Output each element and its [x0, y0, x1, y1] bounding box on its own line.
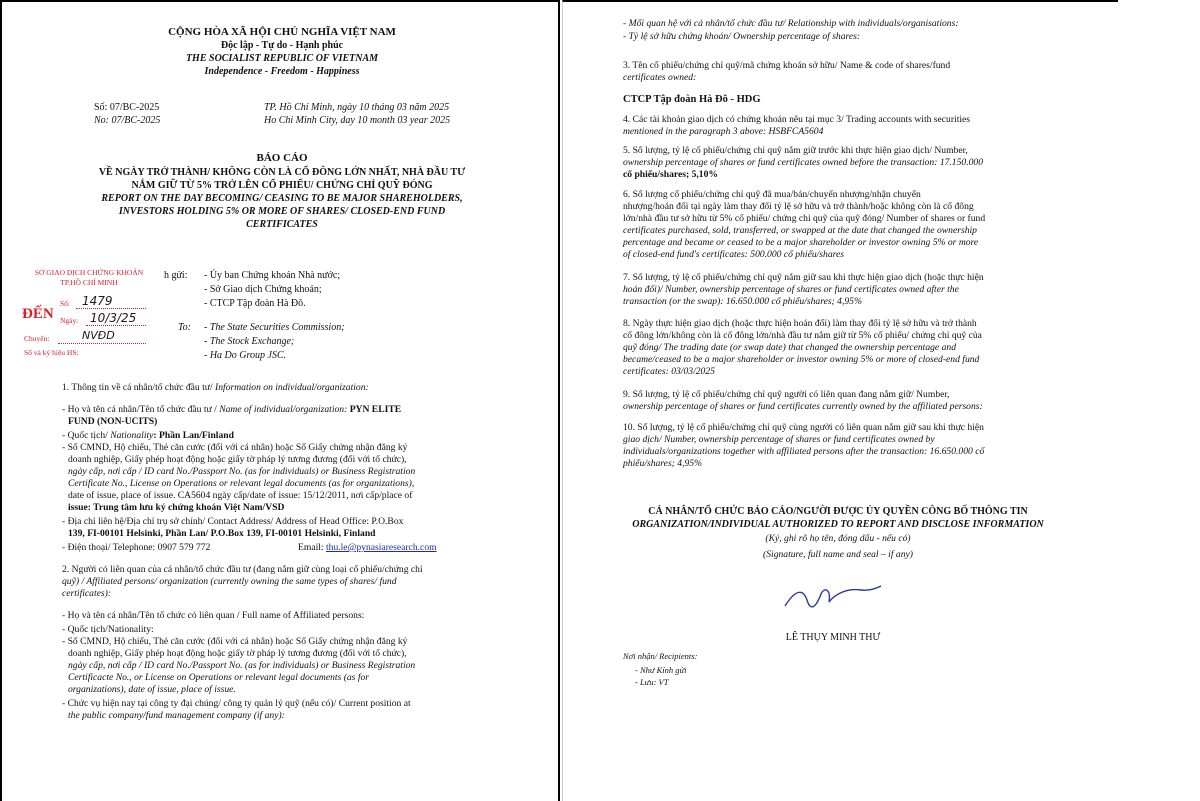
to-vi-3: - CTCP Tập đoàn Hà Đô. — [204, 298, 306, 309]
s3-value: CTCP Tập đoàn Hà Đô - HDG — [623, 94, 761, 105]
s1-name: - Họ và tên cá nhân/Tên tổ chức đầu tư / Name of individual/organization: PYN ELITE — [62, 404, 402, 415]
s8-3: quỹ đóng/ The trading date (or swap date) that changed the ownership percentage and — [623, 342, 956, 353]
s1-name-2: FUND (NON-UCITS) — [68, 416, 158, 427]
s2-1: 2. Người có liên quan của cá nhân/tổ chức đầu tư (đang nắm giữ cùng loại cổ phiếu/chứng chỉ — [62, 564, 423, 575]
signature-title-en: ORGANIZATION/INDIVIDUAL AUTHORIZED TO REPORT AND DISCLOSE INFORMATION — [632, 519, 1044, 530]
rel-2: - Tỷ lệ sở hữu chứng khoán/ Ownership percentage of shares: — [623, 31, 861, 42]
stamp-chuyen-label: Chuyển: — [24, 334, 50, 343]
to-en-3: - Ha Do Group JSC. — [204, 350, 287, 361]
s7-2: hoán đổi)/ Number, ownership percentage of shares or fund certificates owned after the — [623, 284, 959, 295]
s5-1: 5. Số lượng, tỷ lệ cổ phiếu/chứng chỉ quỹ nắm giữ trước khi thực hiện giao dịch/ Number, — [623, 145, 968, 156]
stamp-line-1: SỞ GIAO DỊCH CHỨNG KHOÁN — [34, 268, 144, 277]
document-page-1 — [0, 0, 560, 801]
subject-vi-1: VỀ NGÀY TRỞ THÀNH/ KHÔNG CÒN LÀ CỔ ĐÔNG LỚN NHẤT, NHÀ ĐẦU TƯ — [98, 167, 466, 178]
s2-nationality: - Quốc tịch/Nationality: — [62, 624, 154, 635]
s5-2: ownership percentage of shares or fund certificates owned before the transaction: 17.150.000 — [623, 157, 983, 168]
doc-date-en: Ho Chi Minh City, day 10 month 03 year 2025 — [264, 115, 451, 126]
s1-addr-1: - Địa chỉ liên hệ/Địa chỉ trụ sở chính/ Contact Address/ Address of Head Office: P.O.Box — [62, 516, 404, 527]
s2-id-5: organizations), date of issue, place of issue. — [68, 684, 236, 695]
s1-email: Email: thu.le@pynasiaresearch.com — [298, 542, 437, 553]
section-1-title: 1. Thông tin về cá nhân/tổ chức đầu tư/ Information on individual/organization: — [62, 382, 369, 393]
s8-2: cổ đông lớn/không còn là cổ đông lớn/nhà đầu tư nắm giữ từ 5% cổ phiếu/ chứng chỉ quỹ của — [623, 330, 982, 341]
stamp-so-value: 1479 — [82, 294, 113, 308]
s6-4: certificates purchased, sold, transferred, or swapped at the date that changed the ownership — [623, 225, 977, 236]
stamp-chuyen-value: NVĐD — [82, 329, 115, 342]
s2-pos-2: the public company/fund management company (if any): — [68, 710, 285, 721]
s7-3: transaction (or the swap): 16.650.000 cổ phiếu/shares; 4,95% — [623, 296, 862, 307]
s1-id-3: ngày cấp, nơi cấp / ID card No./Passport No. (as for individuals) or Business Registration — [68, 466, 416, 477]
s3-1: 3. Tên cổ phiếu/chứng chỉ quỹ/mã chứng khoán sở hữu/ Name & code of shares/fund — [623, 60, 951, 71]
s10-1: 10. Số lượng, tỷ lệ cổ phiếu/chứng chỉ quỹ cùng người có liên quan nắm giữ sau khi thực hiện — [623, 422, 984, 433]
s2-3: certificates): — [62, 588, 112, 599]
s7-1: 7. Số lượng, tỷ lệ cổ phiếu/chứng chỉ quỹ nắm giữ sau khi thực hiện giao dịch (hoặc thực hiện — [623, 272, 984, 283]
s5-3: cổ phiếu/shares; 5,10% — [623, 169, 718, 180]
s6-3: lớn/nhà đầu tư sở hữu từ 5% cổ phiếu/ chứng chỉ quỹ của quỹ đóng/ Number of shares or fund — [623, 213, 986, 224]
to-vi-2: - Sở Giao dịch Chứng khoán; — [204, 284, 322, 295]
s2-id-4: Certificacte No., or License on Operations or relevant legal documents (as for — [68, 672, 370, 683]
to-vi-label: h gửi: — [164, 270, 188, 281]
subject-en-3: CERTIFICATES — [246, 219, 318, 230]
document-page-2 — [562, 0, 1118, 801]
s1-addr-2: 139, FI-00101 Helsinki, Phần Lan/ P.O.Box 139, FI-00101 Helsinki, Finland — [68, 528, 376, 539]
signature-note-en: (Signature, full name and seal – if any) — [763, 549, 913, 560]
subject-en-1: REPORT ON THE DAY BECOMING/ CEASING TO BE MAJOR SHAREHOLDERS, — [101, 193, 463, 204]
stamp-den: ĐẾN — [22, 306, 54, 322]
s10-2: giao dịch/ Number, ownership percentage of shares or fund certificates owned by — [623, 434, 935, 445]
s6-6: of closed-end fund's certificates: 500.000 cổ phiếu/shares — [623, 249, 844, 260]
doc-date-vi: TP. Hồ Chí Minh, ngày 10 tháng 03 năm 2025 — [264, 102, 450, 113]
stamp-hs-label: Số và ký hiệu HS: — [24, 348, 79, 357]
recipient-1: - Như Kính gửi — [635, 665, 687, 675]
s8-1: 8. Ngày thực hiện giao dịch (hoặc thực hiện hoán đổi) làm thay đổi tỷ lệ sở hữu và trở thành — [623, 318, 977, 329]
s6-5: percentage and became or ceased to be a major shareholder or investor owning 5% or more — [623, 237, 979, 248]
stamp-line-2: TP.HỒ CHÍ MINH — [60, 278, 118, 287]
s1-phone: - Điện thoại/ Telephone: 0907 579 772 — [62, 542, 211, 553]
s1-nationality: - Quốc tịch/ Nationality: Phần Lan/Finland — [62, 430, 234, 441]
email-link[interactable]: thu.le@pynasiaresearch.com — [325, 542, 437, 553]
signature-title-vi: CÁ NHÂN/TỔ CHỨC BÁO CÁO/NGƯỜI ĐƯỢC ỦY QUYỀN CÔNG BỐ THÔNG TIN — [648, 506, 1028, 517]
s4-2: mentioned in the paragraph 3 above: HSBFCA5604 — [623, 126, 824, 137]
s2-id-1: - Số CMND, Hộ chiếu, Thẻ căn cước (đối với cá nhân) hoặc Số Giấy chứng nhận đăng ký — [62, 636, 408, 647]
s6-2: nhượng/hoán đổi tại ngày làm thay đổi tỷ lệ sở hữu và trở thành/hoặc không còn là cổ đông — [623, 201, 974, 212]
s8-4: became/ceased to be a major shareholder or investor owning 5% or more of closed-end fund — [623, 354, 980, 365]
s1-id-4: Certificate No., License on Operations or relevant legal documents (as for organizations), — [68, 478, 415, 489]
to-en-label: To: — [178, 322, 191, 333]
motto-vi: Độc lập - Tự do - Hạnh phúc — [220, 40, 344, 51]
s10-3: individuals/organizations together with affiliated persons after the transaction: 16.650.000 cổ — [623, 446, 985, 457]
s8-5: certificates: 03/03/2025 — [623, 366, 715, 377]
s6-1: 6. Số lượng cổ phiếu/chứng chỉ quỹ đã mua/bán/chuyển nhượng/nhận chuyển — [623, 189, 921, 200]
s9-2: ownership percentage of shares or fund certificates currently owned by the affiliated persons: — [623, 401, 983, 412]
to-en-2: - The Stock Exchange; — [204, 336, 295, 347]
s2-pos-1: - Chức vụ hiện nay tại công ty đại chúng/ công ty quản lý quỹ (nếu có)/ Current position at — [62, 698, 411, 709]
to-vi-1: - Ủy ban Chứng khoán Nhà nước; — [204, 270, 341, 281]
subject-vi-2: NẮM GIỮ TỪ 5% TRỞ LÊN CỔ PHIẾU/ CHỨNG CHỈ QUỸ ĐÓNG — [131, 180, 433, 191]
to-en-1: - The State Securities Commission; — [204, 322, 345, 333]
stamp-ngay-value: 10/3/25 — [90, 311, 137, 325]
recipients-label: Nơi nhận/ Recipients: — [623, 651, 698, 661]
s1-id-2: doanh nghiệp, Giấy phép hoạt động hoặc giấy tờ pháp lý tương đương (đối với tổ chức), — [68, 454, 407, 465]
signer-name: LÊ THỤY MINH THƯ — [785, 632, 881, 643]
republic-en: THE SOCIALIST REPUBLIC OF VIETNAM — [185, 53, 379, 64]
stamp-so-label: Số: — [60, 299, 71, 308]
s1-id-5: date of issue, place of issue. CA5604 ngày cấp/date of issue: 15/12/2011, nơi cấp/place of — [68, 490, 413, 501]
rel-1: - Mối quan hệ với cá nhân/tổ chức đầu tư/ Relationship with individuals/organisations: — [623, 18, 959, 29]
recipient-2: - Lưu: VT — [635, 677, 669, 687]
s10-4: phiếu/shares; 4,95% — [623, 458, 703, 469]
s4-1: 4. Các tài khoản giao dịch có chứng khoán nêu tại mục 3/ Trading accounts with securities — [623, 114, 971, 125]
doc-number-en: No: 07/BC-2025 — [94, 115, 161, 126]
s3-2: certificates owned: — [623, 72, 697, 83]
s9-1: 9. Số lượng, tỷ lệ cổ phiếu/chứng chỉ quỹ người có liên quan đang nắm giữ/ Number, — [623, 389, 950, 400]
s2-id-2: doanh nghiệp, Giấy phép hoạt động hoặc giấy tờ pháp lý tương đương (đối với tổ chức), — [68, 648, 407, 659]
doc-number-vi: Số: 07/BC-2025 — [94, 102, 160, 113]
republic-vi: CỘNG HÒA XÃ HỘI CHỦ NGHĨA VIỆT NAM — [168, 26, 396, 38]
motto-en: Independence - Freedom - Happiness — [204, 66, 360, 77]
s2-name: - Họ và tên cá nhân/Tên tổ chức có liên quan / Full name of Affiliated persons: — [62, 610, 365, 621]
signature-note-vi: (Ký, ghi rõ họ tên, đóng dấu - nếu có) — [765, 533, 911, 544]
s2-2: quỹ) / Affiliated persons/ organization (currently owning the same types of shares/ fund — [62, 576, 397, 587]
signature-mark — [777, 580, 887, 618]
report-title: BÁO CÁO — [256, 152, 308, 164]
stamp-ngay-label: Ngày: — [60, 316, 79, 325]
s1-id-1: - Số CMND, Hộ chiếu, Thẻ căn cước (đối với cá nhân) hoặc Số Giấy chứng nhận đăng ký — [62, 442, 408, 453]
subject-en-2: INVESTORS HOLDING 5% OR MORE OF SHARES/ CLOSED-END FUND — [118, 206, 446, 217]
s2-id-3: ngày cấp, nơi cấp / ID card No./Passport No. (as for individuals) or Business Registration — [68, 660, 416, 671]
s1-id-6: issue: Trung tâm lưu ký chứng khoán Việt Nam/VSD — [68, 502, 285, 513]
